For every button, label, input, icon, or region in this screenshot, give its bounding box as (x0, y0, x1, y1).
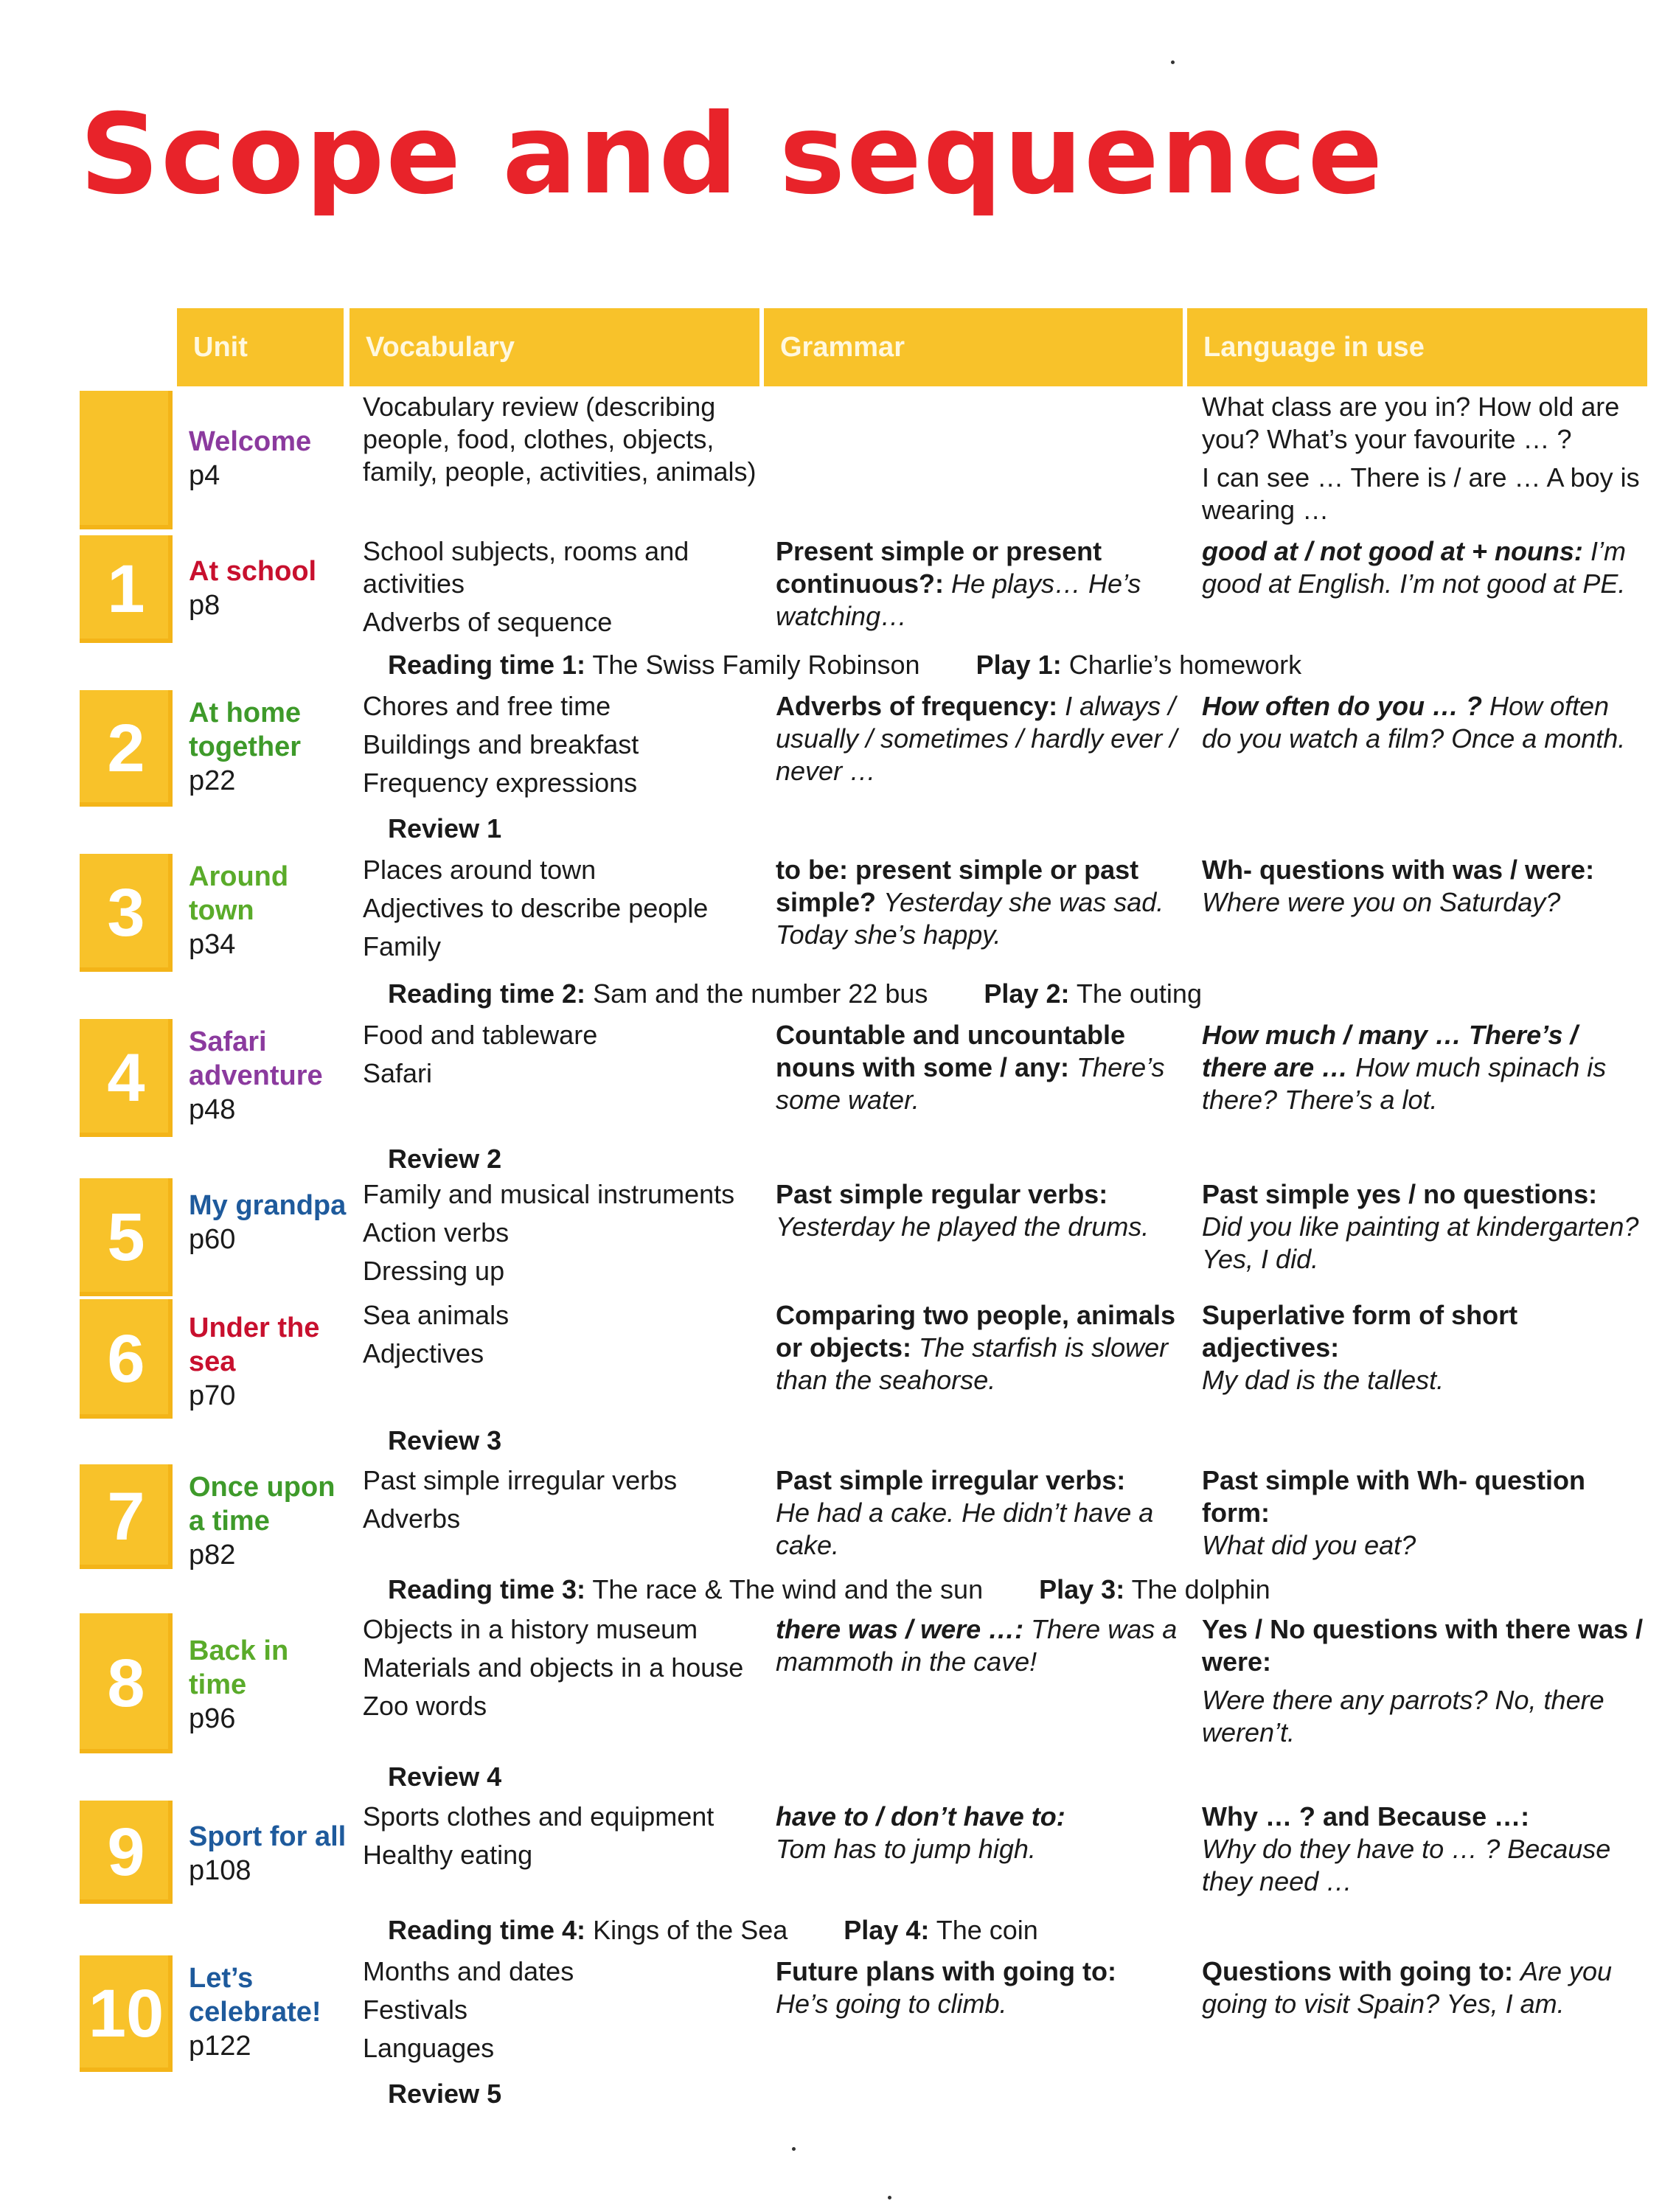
unit-name: Once upon a time (189, 1472, 335, 1537)
header-unit: Unit (177, 308, 344, 386)
vocabulary-item: Objects in a history museum (363, 1614, 698, 1644)
unit-cell (189, 554, 348, 622)
language-example: I’m good at English. I’m not good at PE. (1202, 536, 1626, 599)
grammar-cell (776, 535, 1186, 633)
grammar-heading: Countable and uncountable nouns with some / any: (776, 1020, 1125, 1082)
language-cell (1202, 1955, 1644, 2020)
grammar-heading: Present simple or present continuous?: (776, 536, 1102, 599)
language-heading: How often do you … ? (1202, 691, 1482, 721)
language-cell (1202, 1019, 1644, 1116)
review-label: Review 5 (388, 2079, 502, 2109)
reading-play-line-1 (388, 649, 1301, 681)
vocabulary-item: Months and dates (363, 1956, 574, 1986)
language-heading: Past simple yes / no questions: (1202, 1179, 1598, 1209)
unit-cell (189, 1470, 348, 1572)
language-cell (1202, 1299, 1644, 1397)
unit-badge: 4 (80, 1019, 173, 1137)
vocabulary-item: Action verbs (363, 1217, 510, 1248)
unit-name: Back in time (189, 1635, 289, 1700)
reading-title: Sam and the number 22 bus (593, 978, 928, 1009)
vocabulary-cell (363, 391, 758, 494)
language-heading: How much / many … There’s / there are … (1202, 1020, 1578, 1082)
language-heading: Why … ? and Because …: (1202, 1801, 1530, 1832)
vocabulary-cell (363, 1019, 758, 1096)
reading-label: Reading time 3: (388, 1574, 586, 1604)
language-heading: Past simple with Wh- question form: (1202, 1465, 1586, 1528)
grammar-example: There’s some water. (776, 1052, 1165, 1115)
vocabulary-item: Family and musical instruments (363, 1179, 735, 1209)
unit-name: Welcome (189, 426, 312, 457)
vocabulary-item: Adverbs of sequence (363, 607, 613, 637)
vocabulary-item: Places around town (363, 855, 597, 885)
grammar-heading: Past simple irregular verbs: (776, 1465, 1126, 1495)
vocabulary-cell (363, 690, 758, 805)
language-cell (1202, 1801, 1644, 1898)
speck (1171, 60, 1175, 64)
page-title: Scope and sequence (80, 91, 1385, 219)
vocabulary-item: Vocabulary review (describing people, food, clothes, objects, family, people, activities, animals) (363, 392, 757, 487)
unit-page: p8 (189, 590, 220, 621)
unit-page: p82 (189, 1540, 236, 1571)
grammar-cell (776, 1801, 1186, 1865)
unit-page: p60 (189, 1224, 236, 1255)
language-cell (1202, 1178, 1644, 1276)
unit-badge: 5 (80, 1178, 173, 1296)
unit-name: At home together (189, 698, 301, 762)
grammar-cell (776, 1019, 1186, 1116)
unit-badge: 2 (80, 690, 173, 807)
grammar-heading: Past simple regular verbs: (776, 1179, 1108, 1209)
unit-cell (189, 1189, 348, 1256)
vocabulary-item: Chores and free time (363, 691, 611, 721)
vocabulary-item: Adjectives to describe people (363, 893, 709, 923)
vocabulary-cell (363, 535, 758, 644)
unit-name: My grandpa (189, 1190, 347, 1221)
unit-name: Safari adventure (189, 1026, 323, 1091)
language-cell (1202, 1464, 1644, 1562)
language-example: My dad is the tallest. (1202, 1365, 1444, 1395)
unit-badge: 9 (80, 1801, 173, 1904)
grammar-cell (776, 1464, 1186, 1562)
play-title: The outing (1076, 978, 1202, 1009)
grammar-example: Yesterday she was sad. Today she’s happy. (776, 887, 1164, 950)
review-label: Review 1 (388, 813, 502, 844)
vocabulary-item: Festivals (363, 1994, 468, 2025)
language-example: Were there any parrots? No, there weren’t. (1202, 1685, 1604, 1747)
language-example: What did you eat? (1202, 1530, 1416, 1560)
vocabulary-item: Zoo words (363, 1691, 487, 1721)
grammar-heading: Future plans with going to: (776, 1956, 1116, 1986)
reading-label: Reading time 4: (388, 1915, 586, 1945)
vocabulary-cell (363, 1178, 758, 1293)
unit-name: Let’s celebrate! (189, 1963, 321, 2028)
grammar-example: Yesterday he played the drums. (776, 1211, 1150, 1242)
grammar-cell (776, 1299, 1186, 1397)
unit-page: p96 (189, 1703, 236, 1734)
vocabulary-item: Sea animals (363, 1300, 510, 1330)
language-heading: Yes / No questions with there was / were: (1202, 1614, 1644, 1677)
vocabulary-cell (363, 1464, 758, 1541)
vocabulary-item: Family (363, 931, 441, 961)
reading-play-line-3 (388, 1573, 1270, 1606)
grammar-cell (776, 1178, 1186, 1243)
unit-badge: 1 (80, 535, 173, 643)
grammar-example: He plays… He’s watching… (776, 568, 1141, 631)
unit-name: Under the sea (189, 1312, 320, 1377)
grammar-heading: Comparing two people, animals or objects: (776, 1300, 1176, 1363)
reading-play-line-4 (388, 1914, 1038, 1947)
vocabulary-cell (363, 1955, 758, 2070)
vocabulary-item: School subjects, rooms and activities (363, 536, 689, 599)
header-grammar: Grammar (764, 308, 1183, 386)
unit-badge: 3 (80, 854, 173, 972)
unit-badge: 8 (80, 1613, 173, 1753)
play-label: Play 3: (1039, 1574, 1125, 1604)
unit-page: p122 (189, 2031, 251, 2062)
unit-cell (189, 696, 348, 798)
grammar-example: I always / usually / sometimes / hardly ever / never … (776, 691, 1178, 786)
unit-name: Around town (189, 861, 289, 926)
vocabulary-cell (363, 1613, 758, 1728)
vocabulary-cell (363, 1801, 758, 1877)
unit-cell (189, 1820, 348, 1888)
vocabulary-item: Adjectives (363, 1338, 484, 1368)
unit-badge (80, 391, 173, 529)
language-heading: Superlative form of short adjectives: (1202, 1300, 1518, 1363)
vocabulary-item: Dressing up (363, 1256, 505, 1286)
vocabulary-item: Frequency expressions (363, 768, 638, 798)
vocabulary-item: Languages (363, 2033, 495, 2063)
grammar-cell (776, 1955, 1186, 2020)
reading-label: Reading time 2: (388, 978, 586, 1009)
language-example: Why do they have to … ? Because they need … (1202, 1834, 1611, 1896)
vocabulary-cell (363, 1299, 758, 1376)
grammar-heading: Adverbs of frequency: (776, 691, 1058, 721)
vocabulary-item: Sports clothes and equipment (363, 1801, 714, 1832)
play-title: Charlie’s homework (1068, 650, 1302, 680)
grammar-example: He had a cake. He didn’t have a cake. (776, 1498, 1154, 1560)
unit-badge: 10 (80, 1955, 173, 2072)
speck (792, 2147, 796, 2151)
unit-name: Sport for all (189, 1821, 347, 1852)
reading-title: Kings of the Sea (593, 1915, 788, 1945)
language-cell (1202, 535, 1644, 600)
unit-cell (189, 1634, 348, 1736)
grammar-example: Tom has to jump high. (776, 1834, 1036, 1864)
grammar-heading: have to / don’t have to: (776, 1801, 1065, 1832)
unit-page: p4 (189, 460, 220, 491)
review-label: Review 2 (388, 1144, 502, 1174)
language-cell (1202, 391, 1644, 532)
unit-badge: 7 (80, 1464, 173, 1569)
unit-page: p22 (189, 765, 236, 796)
language-example: Are you going to visit Spain? Yes, I am. (1202, 1956, 1613, 2019)
language-heading: Questions with going to: (1202, 1956, 1513, 1986)
unit-name: At school (189, 556, 317, 587)
language-heading: good at / not good at + nouns: (1202, 536, 1583, 566)
header-language-in-use: Language in use (1187, 308, 1647, 386)
language-example: How much spinach is there? There’s a lot. (1202, 1052, 1607, 1115)
vocabulary-cell (363, 854, 758, 969)
review-label: Review 4 (388, 1761, 502, 1792)
grammar-example: There was a mammoth in the cave! (776, 1614, 1178, 1677)
unit-cell (189, 1961, 348, 2063)
unit-badge: 6 (80, 1299, 173, 1419)
vocabulary-item: Safari (363, 1058, 433, 1088)
play-title: The coin (936, 1915, 1038, 1945)
header-vocabulary: Vocabulary (350, 308, 759, 386)
grammar-heading: there was / were …: (776, 1614, 1024, 1644)
unit-page: p34 (189, 929, 236, 960)
vocabulary-item: Materials and objects in a house (363, 1652, 744, 1683)
language-item: What class are you in? How old are you? What’s your favourite … ? (1202, 392, 1620, 454)
play-label: Play 2: (984, 978, 1070, 1009)
language-example: Where were you on Saturday? (1202, 887, 1561, 917)
unit-page: p108 (189, 1855, 251, 1886)
review-label: Review 3 (388, 1425, 502, 1455)
unit-page: p48 (189, 1094, 236, 1125)
grammar-cell (776, 690, 1186, 787)
play-title: The dolphin (1131, 1574, 1270, 1604)
language-example: Did you like painting at kindergarten? Yes, I did. (1202, 1211, 1639, 1274)
unit-cell (189, 1025, 348, 1127)
language-cell (1202, 690, 1644, 755)
unit-cell (189, 860, 348, 961)
grammar-cell (776, 854, 1186, 951)
reading-title: The race & The wind and the sun (592, 1574, 984, 1604)
vocabulary-item: Food and tableware (363, 1020, 598, 1050)
language-example: How often do you watch a film? Once a month. (1202, 691, 1626, 754)
speck (888, 2196, 891, 2199)
reading-play-line-2 (388, 978, 1202, 1010)
language-cell (1202, 854, 1644, 919)
unit-page: p70 (189, 1380, 236, 1411)
unit-cell (189, 425, 348, 493)
vocabulary-item: Healthy eating (363, 1840, 533, 1870)
vocabulary-item: Past simple irregular verbs (363, 1465, 678, 1495)
play-label: Play 4: (844, 1915, 930, 1945)
language-item: I can see … There is / are … A boy is wearing … (1202, 462, 1640, 525)
language-heading: Wh- questions with was / were: (1202, 855, 1595, 885)
reading-label: Reading time 1: (388, 650, 586, 680)
language-cell (1202, 1613, 1644, 1755)
reading-title: The Swiss Family Robinson (592, 650, 920, 680)
vocabulary-item: Adverbs (363, 1503, 461, 1534)
grammar-example: The starfish is slower than the seahorse. (776, 1332, 1169, 1395)
play-label: Play 1: (976, 650, 1062, 680)
grammar-cell (776, 1613, 1186, 1678)
grammar-heading: to be: present simple or past simple? (776, 855, 1139, 917)
unit-cell (189, 1311, 348, 1413)
vocabulary-item: Buildings and breakfast (363, 729, 639, 759)
grammar-example: He’s going to climb. (776, 1989, 1007, 2019)
